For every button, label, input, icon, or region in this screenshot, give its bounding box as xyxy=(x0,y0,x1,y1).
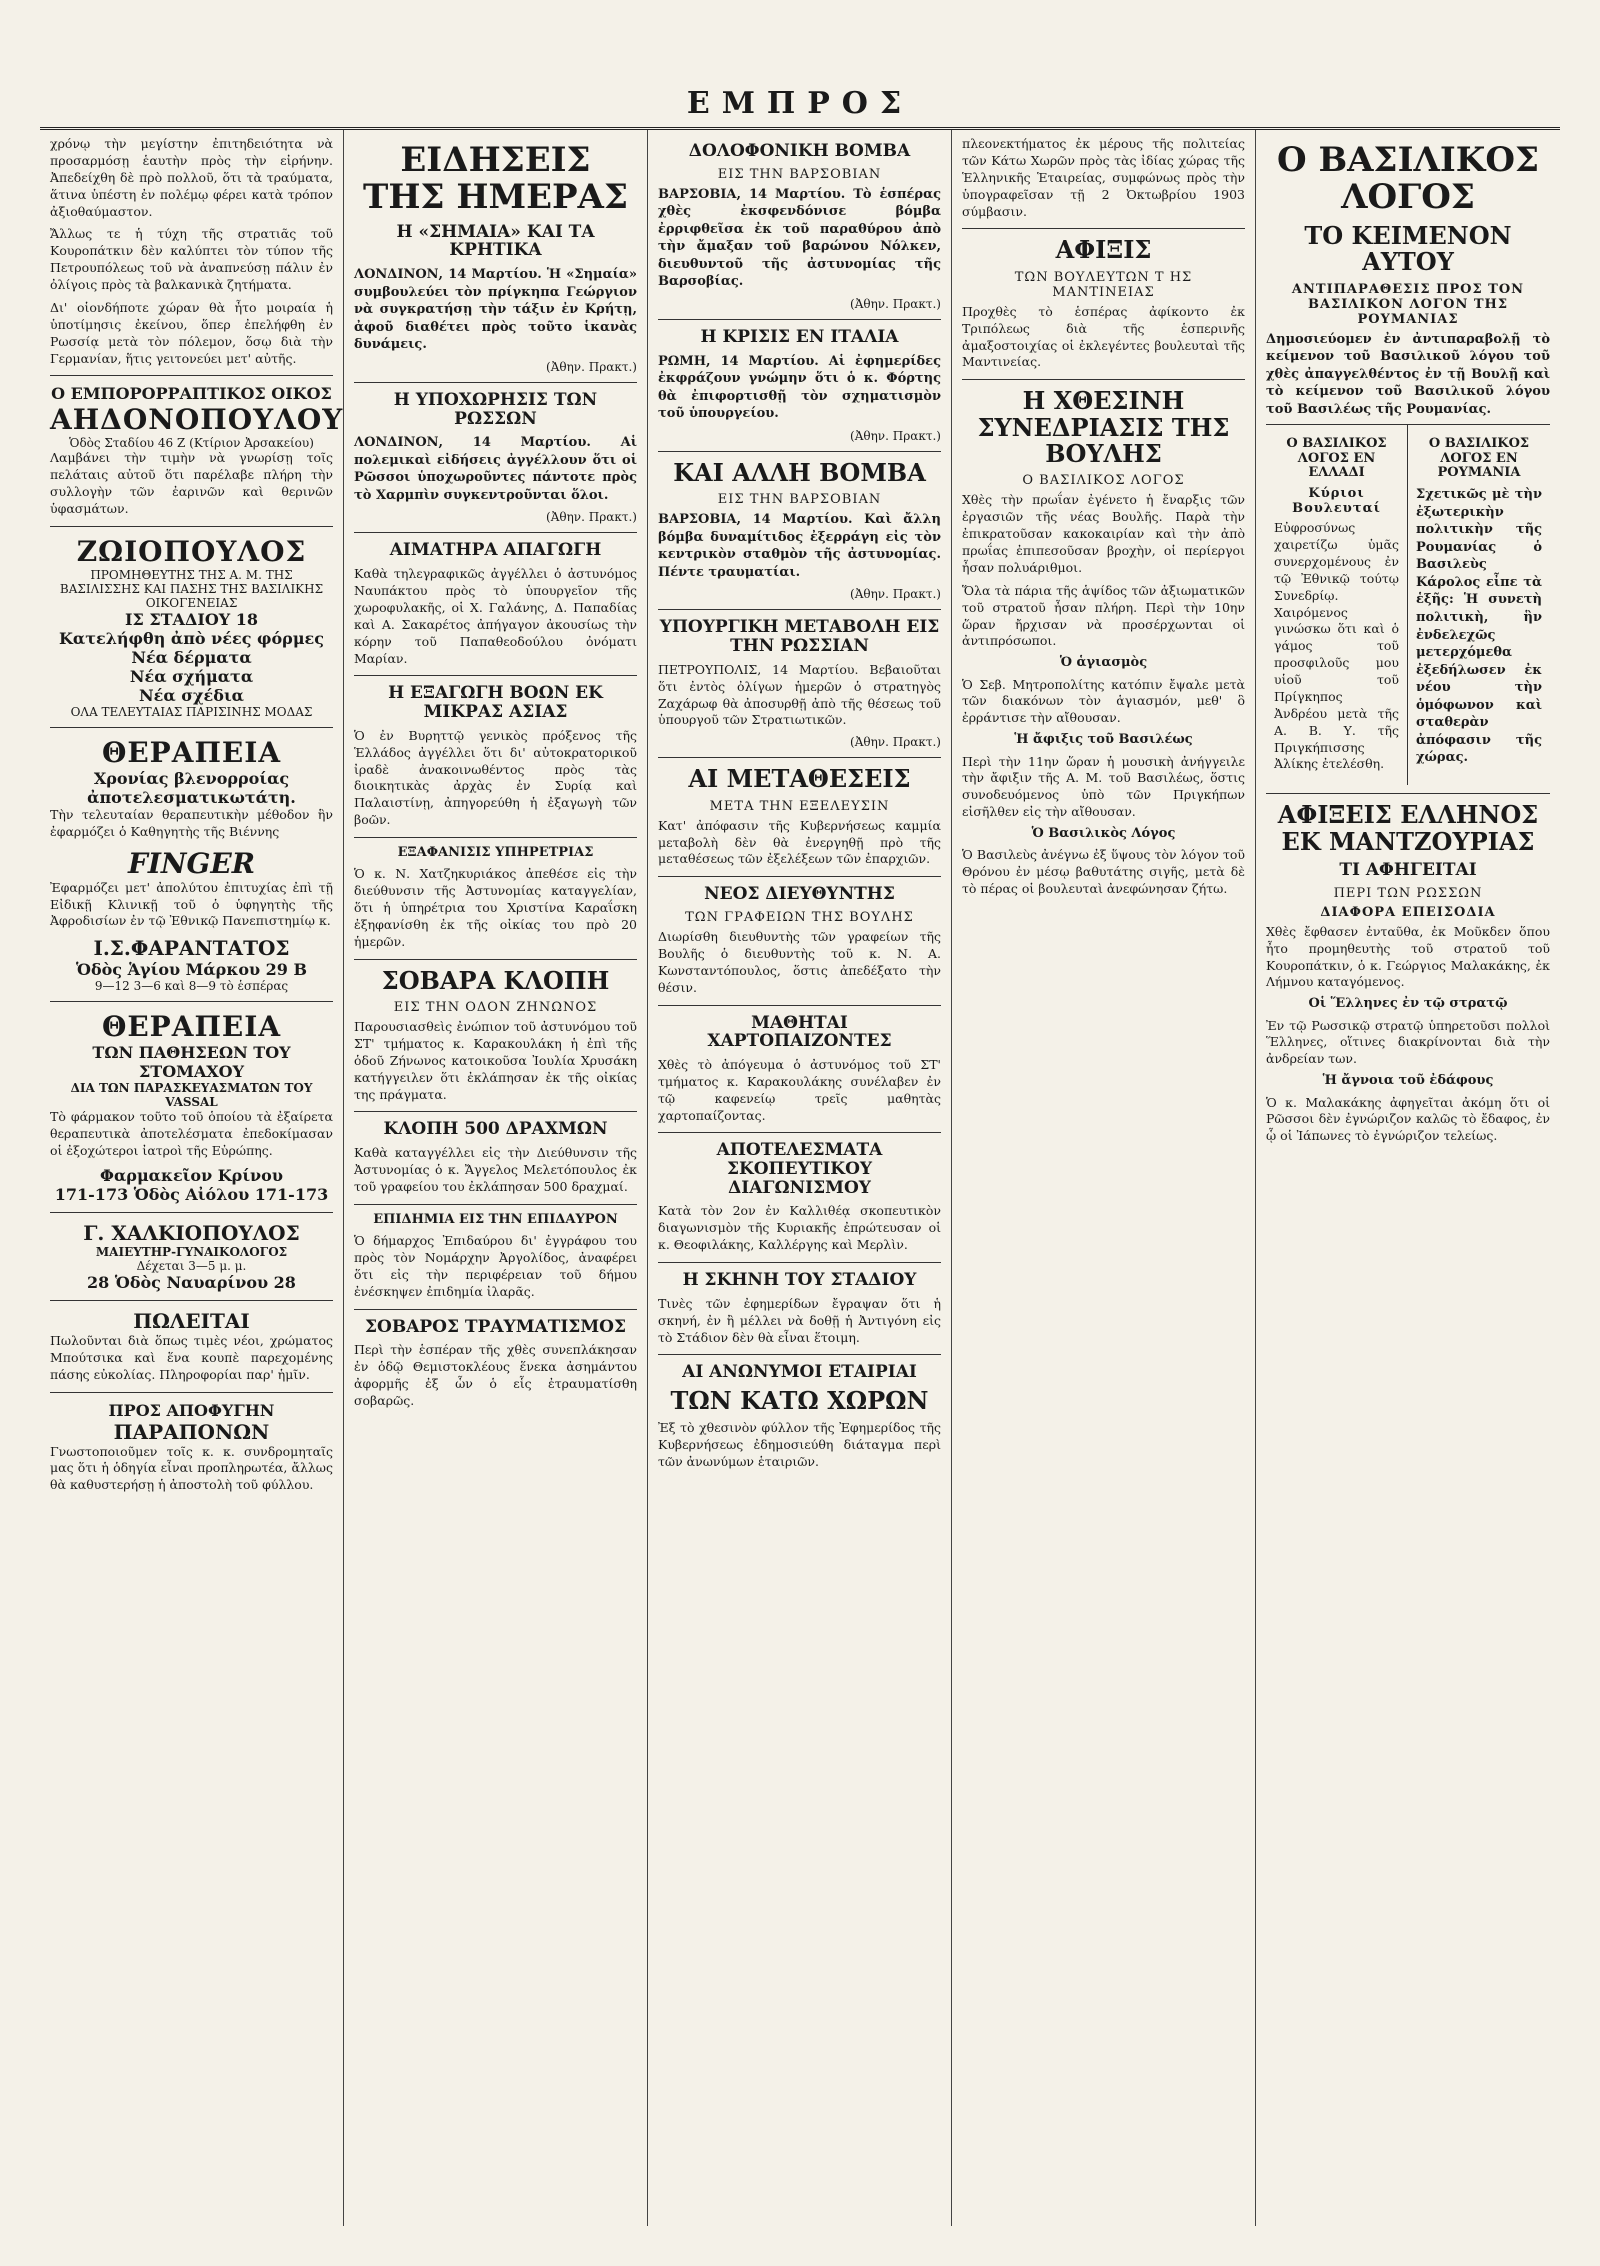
article-text: Περὶ τὴν 11ην ὥραν ἡ μουσικὴ ἀνήγγειλε τὴν ἄφιξιν τῆς Α. Μ. τοῦ Βασιλέως, ὅστις συνοδευόμενος ὑπὸ τῶν Πριγκήπων εἰσῆλθεν εἰς τὴν αἴθουσαν. xyxy=(962,753,1245,820)
article-text: Ἄλλως τε ἡ τύχη τῆς στρατιᾶς τοῦ Κουροπάτκιν δὲν καλύπτει τὸν τύπον τῆς Πετρουπόλεως τοῦ νὰ ἀναπνεύσῃ πάλιν ἐν ὀλίγοις πρὸς τὰ βαλκανικὰ ζητήματα. xyxy=(50,226,333,292)
ad-subtitle: Χρονίας βλενορροίας ἀποτελεσματικωτάτη. xyxy=(87,768,296,807)
article-heading: ΚΑΙ ΑΛΛΗ ΒΟΜΒΑ xyxy=(673,457,926,487)
comparison-heading: Ο ΒΑΣΙΛΙΚΟΣ ΛΟΓΟΣ ΕΝ ΡΟΥΜΑΝΙΑ xyxy=(1428,436,1530,480)
ad-text: Τὴν τελευταίαν θεραπευτικὴν μέθοδον ἣν ἐφαρμόζει ὁ Καθηγητὴς τῆς Βιέννης xyxy=(50,806,333,839)
article-text: χρόνῳ τὴν μεγίστην ἐπιτηδειότητα νὰ προσαρμόσῃ ἑαυτὴν πρὸς τὴν εἰρήνην. Ἀπεδείχθη δὲ πρὸ πολλοῦ, ὅτι τὰ τραύματα, ἅτινα ὑπέστη ἐν πολέμῳ φέρει κατὰ τρόπον ἀξιοθαύμαστον. xyxy=(50,136,333,219)
article-text: Κατ' ἀπόφασιν τῆς Κυβερνήσεως καμμία μεταβολὴ δὲν θὰ ἐνεργηθῇ πρὸ τῆς μεταθέσεως τῶν ἐξελέξεων τῶν ἐπαρχιῶν. xyxy=(658,817,941,867)
ad-subtitle: ΠΡΟΜΗΘΕΥΤΗΣ ΤΗΣ Α. Μ. ΤΗΣ ΒΑΣΙΛΙΣΣΗΣ ΚΑΙ ΠΑΣΗΣ ΤΗΣ ΒΑΣΙΛΙΚΗΣ ΟΙΚΟΓΕΝΕΙΑΣ xyxy=(59,567,324,610)
article-text: Ἐξ τὸ χθεσινὸν φύλλον τῆς Ἐφημερίδος τῆς Κυβερνήσεως ἐδημοσιεύθη διάταγμα περὶ τῶν ἀνωνύμων ἑταιριῶν. xyxy=(658,1420,941,1470)
article-subheading: Ὁ Βασιλικὸς Λόγος xyxy=(1031,826,1176,842)
ad-role: ΜΑΙΕΥΤΗΡ-ΓΥΝΑΙΚΟΛΟΓΟΣ xyxy=(95,1244,288,1259)
article-text: Χθὲς τὴν πρωΐαν ἐγένετο ἡ ἔναρξις τῶν ἐργασιῶν τῆς νέας Βουλῆς. Παρὰ τὴν ἐπικρατοῦσαν κακοκαιρίαν καὶ τὴν ἀπὸ πρωΐας ἐπιπεσοῦσαν βροχὴν, οἱ περίεργοι ἦσαν πολυάριθμοι. xyxy=(962,492,1245,575)
article-text: Χθὲς ἔφθασεν ἐνταῦθα, ἐκ Μοῦκδεν ὅπου ἦτο προμηθευτὴς τοῦ στρατοῦ τοῦ Κουροπάτκιν, ὁ κ. Γεώργιος Μαλακάκης, ἐκ Λήμνου καταγόμενος. xyxy=(1266,923,1550,990)
article-text: Ὁ κ. Ν. Χατζηκυριάκος ἀπεθέσε εἰς τὴν διεύθυνσιν τῆς Ἀστυνομίας καταγγελίαν, ὅτι ἡ ὑπηρέτρια του Χριστίνα Καραΐσκη ἐξηφανίσθη ἐκ τῆς οἰκίας του πρὸ 20 ἡμερῶν. xyxy=(354,866,637,949)
article-heading: ΑΦΙΞΙΣ xyxy=(1055,235,1152,265)
column-5 xyxy=(1256,130,1560,2226)
ad-address: 171-173 Ὁδὸς Αἰόλου 171-173 xyxy=(54,1184,329,1204)
source-note: (Ἀθην. Πρακτ.) xyxy=(850,296,941,311)
masthead xyxy=(40,0,1560,130)
article-text: Προχθὲς τὸ ἑσπέρας ἀφίκοντο ἐκ Τριπόλεως διὰ τῆς ἑσπερινῆς ἀμαξοστοιχίας οἱ ἐκλεγέντες βουλευταὶ τῆς Μαντινείας. xyxy=(962,303,1245,370)
article-heading: ΜΑΘΗΤΑΙ ΧΑΡΤΟΠΑΙΖΟΝΤΕΣ xyxy=(707,1012,892,1052)
ad-brand: FINGER xyxy=(127,846,256,880)
article-heading: ΝΕΟΣ ΔΙΕΥΘΥΝΤΗΣ xyxy=(704,884,895,905)
article-text: Ἐν τῷ Ρωσσικῷ στρατῷ ὑπηρετοῦσι πολλοὶ Ἕλληνες, οἵτινες διακρίνονται διὰ τὴν ἀνδρείαν των. xyxy=(1266,1017,1550,1067)
notice-name: ΠΑΡΑΠΟΝΩΝ xyxy=(113,1419,270,1444)
columns xyxy=(40,130,1560,2226)
ad-hours: Δέχεται 3—5 μ. μ. xyxy=(136,1258,247,1273)
article-heading: ΣΟΒΑΡΑ ΚΛΟΠΗ xyxy=(381,965,610,995)
ad-subtitle: ΤΩΝ ΠΑΘΗΣΕΩΝ ΤΟΥ ΣΤΟΜΑΧΟΥ xyxy=(92,1043,291,1082)
article-text: Τινὲς τῶν ἐφημερίδων ἔγραψαν ὅτι ἡ σκηνή, ἐν ἢ μέλλει νὰ δοθῇ ἡ Ἀντιγόνη εἰς τὸ Στάδιον δὲν θὰ εἶναι ἕτοιμη. xyxy=(658,1295,941,1345)
article-text: ΠΕΤΡΟΥΠΟΛΙΣ, 14 Μαρτίου. Βεβαιοῦται ὅτι ἐντὸς ὀλίγων ἡμερῶν ὁ στρατηγὸς Ζαχάρωφ θὰ ἀποσυρθῇ ἀπὸ τῆς θέσεως τοῦ ὑπουργοῦ τῶν Στρατιωτικῶν. xyxy=(658,661,941,728)
article-subheading: ΤΩΝ ΒΟΥΛΕΥΤΩΝ Τ ΗΣ ΜΑΝΤΙΝΕΙΑΣ xyxy=(1014,269,1193,300)
article-subheading: ΕΙΣ ΤΗΝ ΒΑΡΣΟΒΙΑΝ xyxy=(717,166,882,182)
notice-title: ΠΡΟΣ ΑΠΟΦΥΓΗΝ xyxy=(108,1400,275,1420)
article-heading: ΑΠΟΤΕΛΕΣΜΑΤΑ ΣΚΟΠΕΥΤΙΚΟΥ ΔΙΑΓΩΝΙΣΜΟΥ xyxy=(716,1140,883,1198)
article-heading: ΑΙ ΑΝΩΝΥΜΟΙ ΕΤΑΙΡΙΑΙ xyxy=(682,1362,917,1383)
article-lead: ΡΩΜΗ, 14 Μαρτίου. Αἱ ἐφημερίδες ἐκφράζουν γνώμην ὅτι ὁ κ. Φόρτης θὰ ἐπιφορτισθῇ τὸν σχηματισμὸν τοῦ ὑπουργείου. xyxy=(658,353,941,422)
article-subheading: Ἡ ἄγνοια τοῦ ἐδάφους xyxy=(1322,1073,1494,1089)
ad-name: ΖΩΙΟΠΟΥΛΟΣ xyxy=(76,534,307,568)
article-subheading: Ἡ ἄφιξις τοῦ Βασιλέως xyxy=(1014,732,1193,748)
comparison-columns xyxy=(1266,424,1550,785)
article-heading: Η «ΣΗΜΑΙΑ» ΚΑΙ ΤΑ ΚΡΗΤΙΚΑ xyxy=(396,221,595,261)
notice-complaints xyxy=(50,1401,333,1495)
article-text: Χθὲς τὸ ἀπόγευμα ὁ ἀστυνόμος τοῦ ΣΤ' τμήματος κ. Καρακουλάκης συνέλαβεν ἐν τῷ καφενείῳ τρεῖς μαθητὰς χαρτοπαίζοντας. xyxy=(658,1056,941,1123)
article-heading: Η ΣΚΗΝΗ ΤΟΥ ΣΤΑΔΙΟΥ xyxy=(682,1270,917,1291)
masthead-title: ΕΜΠΡΟΣ xyxy=(686,86,914,121)
article-subheading: ΤΙ ΑΦΗΓΕΙΤΑΙ xyxy=(1339,860,1477,881)
column-1 xyxy=(40,130,344,2226)
article-lead: ΛΟΝΔΙΝΟΝ, 14 Μαρτίου. Ἡ «Σημαία» συμβουλεύει τὸν πρίγκηπα Γεώργιον νὰ συγκρατήσῃ τὴν τάξιν ἐν Κρήτῃ, ἀφοῦ διαθέτει πρὸς τοῦτο ἱκανὰς δυνάμεις. xyxy=(354,267,637,353)
ad-line: Νέα σχέδια xyxy=(138,685,244,705)
advertisement-therapeia xyxy=(50,736,333,993)
comparison-subheading: Κύριοι Βουλευταί xyxy=(1292,486,1381,517)
ad-text: Ἐφαρμόζει μετ' ἀπολύτου ἐπιτυχίας ἐπὶ τῇ Εἰδικῇ Κλινικῇ τοῦ ὁ ὑφηγητὴς τῆς Ἀφροδισίων ἐν τῷ Ἐθνικῷ Πανεπιστημίῳ κ. xyxy=(50,879,333,929)
article-subheading: Οἱ Ἕλληνες ἐν τῷ στρατῷ xyxy=(1308,996,1508,1012)
column-3 xyxy=(648,130,952,2226)
article-lead: Δημοσιεύομεν ἐν ἀντιπαραβολῇ τὸ κείμενον τοῦ Βασιλικοῦ λόγου τοῦ χθὲς ἀπαγγελθέντος ἐν τῇ Βουλῇ καὶ τὸ κείμενον τοῦ Βασιλικοῦ λόγου τοῦ Βασιλέως τῆς Ρουμανίας. xyxy=(1266,331,1550,417)
advertisement-zoiopoulos xyxy=(50,535,333,719)
article-heading: ΕΠΙΔΗΜΙΑ ΕΙΣ ΤΗΝ ΕΠΙΔΑΥΡΟΝ xyxy=(373,1211,618,1227)
ad-text: Λαμβάνει τὴν τιμὴν νὰ γνωρίσῃ τοῖς πελάταις αὐτοῦ ὅτι παρέλαβε πλήρη τὴν συλλογὴν τῶν ἐαρινῶν καὶ θερινῶν ὑφασμάτων. xyxy=(50,450,333,516)
article-text: πλεονεκτήματος ἐκ μέρους τῆς πολιτείας τῶν Κάτω Χωρῶν πρὸς τὰς ἰδίας χώρας τῆς Ἑλληνικῆς Ἑταιρείας, συμφώνως πρὸς τὴν ὑπογραφεῖσαν τῇ 2 Ὀκτωβρίου 1903 σύμβασιν. xyxy=(962,136,1245,219)
source-note: (Ἀθην. Πρακτ.) xyxy=(546,510,637,525)
article-subheading: Ὁ ἁγιασμὸς xyxy=(1059,655,1148,671)
column-4 xyxy=(952,130,1256,2226)
source-note: (Ἀθην. Πρακτ.) xyxy=(546,359,637,374)
article-text: Ὁ Σεβ. Μητροπολίτης κατόπιν ἔψαλε μετὰ τῶν διακόνων τὸν ἁγιασμόν, μεθ' ὃ ἐρράντισε τὴν αἴθουσαν. xyxy=(962,676,1245,726)
column-2 xyxy=(344,130,648,2226)
advertisement-stomach xyxy=(50,1010,333,1204)
ad-title: ΘΕΡΑΠΕΙΑ xyxy=(101,735,282,769)
article-heading: Η ΚΡΙΣΙΣ ΕΝ ΙΤΑΛΙΑ xyxy=(700,326,899,347)
article-subheading: ΤΩΝ ΚΑΤΩ ΧΩΡΩΝ xyxy=(670,1386,929,1416)
article-heading: ΚΛΟΠΗ 500 ΔΡΑΧΜΩΝ xyxy=(383,1119,608,1140)
ad-name: Γ. ΧΑΛΚΙΟΠΟΥΛΟΣ xyxy=(83,1220,300,1245)
ad-footer: ΟΛΑ ΤΕΛΕΥΤΑΙΑΣ ΠΑΡΙΣΙΝΗΣ ΜΟΔΑΣ xyxy=(70,704,313,719)
section-title: ΕΙΔΗΣΕΙΣ ΤΗΣ ΗΜΕΡΑΣ xyxy=(363,140,628,218)
article-lead: ΒΑΡΣΟΒΙΑ, 14 Μαρτίου. Τὸ ἑσπέρας χθὲς ἐκσφενδόνισε βόμβα ἐρριφθεῖσα ἐκ τοῦ παραθύρου ἀπὸ τὴν ἄμαξαν τοῦ βαρώνου Νόλκεν, διευθυντοῦ τῆς ἀστυνομίας τῆς Βαρσοβίας. xyxy=(658,186,941,290)
article-text: Ὁ κ. Μαλακάκης ἀφηγεῖται ἀκόμη ὅτι οἱ Ρῶσσοι δὲν ἐγνώριζον καλῶς τὸ ἔδαφος, ἐν ᾧ οἱ Ἰάπωνες τὸ ἐγνώριζον τελείως. xyxy=(1266,1094,1550,1144)
notice-text: Γνωστοποιοῦμεν τοῖς κ. κ. συνδρομηταῖς μας ὅτι ἡ ὁδηγία εἶναι προπληρωτέα, ἄλλως θὰ καθυστερήσῃ ἡ ἀποστολὴ τοῦ φύλλου. xyxy=(50,1443,333,1493)
ad-address: Ὁδὸς Ἁγίου Μάρκου 29 Β xyxy=(75,960,308,980)
ad-address: 28 Ὁδὸς Ναυαρίνου 28 xyxy=(87,1272,296,1292)
comparison-greece xyxy=(1266,425,1408,785)
ad-subtitle: ΔΙΑ ΤΩΝ ΠΑΡΑΣΚΕΥΑΣΜΑΤΩΝ ΤΟΥ VASSAL xyxy=(70,1081,313,1110)
article-text: Καθὰ τηλεγραφικῶς ἀγγέλλει ὁ ἀστυνόμος Ναυπάκτου πρὸς τὸ ὑπουργεῖον τῆς χωροφυλακῆς, οἱ Χ. Γαλάνης, Δ. Παπαδίας καὶ Α. Σακαρέτος ἀπήγαγον ἀκουσίως τὴν κόρην τοῦ Παπαθεοδούλου ὀνόματι Μαρίαν. xyxy=(354,566,637,666)
article-text: Δι' οἱονδήποτε χώραν θὰ ἦτο μοιραία ἡ ὑποτίμησις ἐκείνου, ὅπερ ἐπελήφθη ἐν Ρωσσίᾳ μετὰ τὸν πόλεμον, ὅσῳ διὰ τὴν Γερμανίαν, ἥτις γειτονεύει μετ' αὐτῆς. xyxy=(50,299,333,366)
ad-text: Τὸ φάρμακον τοῦτο τοῦ ὁποίου τὰ ἐξαίρετα θεραπευτικὰ ἀποτελέσματα ἐπεδοκίμασαν οἱ ἐξοχώτεροι ἰατροὶ τῆς Εὐρώπης. xyxy=(50,1109,333,1158)
article-subheading: ΤΩΝ ΓΡΑΦΕΙΩΝ ΤΗΣ ΒΟΥΛΗΣ xyxy=(685,910,914,925)
article-subheading: ΠΕΡΙ ΤΩΝ ΡΩΣΣΩΝ xyxy=(1333,885,1483,901)
article-heading: ΥΠΟΥΡΓΙΚΗ ΜΕΤΑΒΟΛΗ ΕΙΣ ΤΗΝ ΡΩΣΣΙΑΝ xyxy=(659,617,940,657)
source-note: (Ἀθην. Πρακτ.) xyxy=(850,428,941,443)
article-subheading: ΑΝΤΙΠΑΡΑΘΕΣΙΣ ΠΡΟΣ ΤΟΝ ΒΑΣΙΛΙΚΟΝ ΛΟΓΟΝ ΤΗΣ ΡΟΥΜΑΝΙΑΣ xyxy=(1291,281,1525,327)
source-note: (Ἀθην. Πρακτ.) xyxy=(850,587,941,602)
article-lead: ΒΑΡΣΟΒΙΑ, 14 Μαρτίου. Καὶ ἄλλη βόμβα δυναμίτιδος ἐξερράγη εἰς τὸν κεντρικὸν σταθμὸν τῆς ἀστυνομίας. Πέντε τραυματίαι. xyxy=(658,512,941,580)
advertisement-poleitai xyxy=(50,1309,333,1384)
article-subheading: ΕΙΣ ΤΗΝ ΟΔΟΝ ΖΗΝΩΝΟΣ xyxy=(393,1000,598,1016)
ad-hours: 9—12 3—6 καὶ 8—9 τὸ ἑσπέρας xyxy=(94,979,289,994)
article-lead: ΛΟΝΔΙΝΟΝ, 14 Μαρτίου. Αἱ πολεμικαὶ εἰδήσεις ἀγγέλλουν ὅτι οἱ Ρῶσσοι ὑποχωροῦντες πάντοτε πρὸς τὸ Χαρμπὶν συγκεντροῦνται ὅλοι. xyxy=(354,435,637,503)
ad-address: ΙΣ ΣΤΑΔΙΟΥ 18 xyxy=(124,609,259,629)
article-text: Κατὰ τὸν 2ον ἐν Καλλιθέᾳ σκοπευτικὸν διαγωνισμὸν τῆς Κυριακῆς ἐπρώτευσαν οἱ κ. Θεοφιλάκης, Καλλέργης καὶ Μερλὶν. xyxy=(658,1203,941,1253)
article-text: Διωρίσθη διευθυντὴς τῶν γραφείων τῆς Βουλῆς ὁ διευθυντὴς τοῦ κ. Ν. Α. Κωνσταντόπουλος, ὅστις ἀπεδέξατο τὴν θέσιν. xyxy=(658,929,941,995)
article-heading: Η ΥΠΟΧΩΡΗΣΙΣ ΤΩΝ ΡΩΣΣΩΝ xyxy=(393,389,598,429)
article-heading: ΑΙ ΜΕΤΑΘΕΣΕΙΣ xyxy=(688,764,911,794)
article-text: Παρουσιασθεὶς ἐνώπιον τοῦ ἀστυνόμου τοῦ ΣΤ' τμήματος κ. Καρακουλάκη ἡ ἐπὶ τῆς ὁδοῦ Ζήνωνος κατοικοῦσα Ἰουλία Χρυσάκη κατήγγειλεν ὅτι ἐκλάπησαν ἐκ τῆς οἰκίας της πράγματα. xyxy=(354,1019,637,1102)
ad-name: ΑΗΔΟΝΟΠΟΥΛΟΥ xyxy=(50,403,344,437)
article-heading: Η ΧΘΕΣΙΝΗ ΣΥΝΕΔΡΙΑΣΙΣ ΤΗΣ ΒΟΥΛΗΣ xyxy=(977,386,1230,469)
ad-text: Πωλοῦνται διὰ ὅπως τιμὲς νέοι, χρώματος Μπούτσικα καὶ ἕνα κουπὲ παρεχομένης πάσης εὐκολίας. Πληροφορίαι παρ' ἡμῖν. xyxy=(50,1332,333,1382)
comparison-romania xyxy=(1408,425,1550,785)
ad-line: Νέα δέρματα xyxy=(131,647,252,667)
ad-title: Ο ΕΜΠΟΡΟΡΡΑΠΤΙΚΟΣ ΟΙΚΟΣ xyxy=(51,384,332,404)
source-note: (Ἀθην. Πρακτ.) xyxy=(850,735,941,750)
ad-name: ΠΩΛΕΙΤΑΙ xyxy=(133,1308,250,1333)
article-heading: ΔΟΛΟΦΟΝΙΚΗ ΒΟΜΒΑ xyxy=(688,141,911,161)
ad-line: Κατελήφθη ἀπὸ νέες φόρμες xyxy=(58,628,324,648)
article-text: Ὅλα τὰ πάρια τῆς ἁψίδος τῶν ἀξιωματικῶν τοῦ στρατοῦ ἦσαν πλήρη. Περὶ τὴν 10ην ὥραν ἤρχισαν νὰ προσέρχωνται οἱ ἀντιπρόσωποι. xyxy=(962,582,1245,649)
ad-name: Ι.Σ.ΦΑΡΑΝΤΑΤΟΣ xyxy=(93,936,290,961)
advertisement-aidonopoulou xyxy=(50,384,344,518)
article-text: Περὶ τὴν ἑσπέραν τῆς χθὲς συνεπλάκησαν ἐν ὁδῷ Θεμιστοκλέους ἕνεκα ἀσημάντου ἀφορμῆς ἐξ ὧν ὁ εἷς ἐτραυματίσθη σοβαρῶς. xyxy=(354,1342,637,1408)
article-heading: ΑΙΜΑΤΗΡΑ ΑΠΑΓΩΓΗ xyxy=(389,540,602,561)
article-text: Εὐφροσύνως χαιρετίζω ὑμᾶς συνερχομένους ἐν τῷ Ἐθνικῷ τούτῳ Συνεδρίῳ. Χαιρόμενος γινώσκω ὅτι καὶ ὁ γάμος τοῦ προσφιλοῦς μου υἱοῦ τοῦ Πρίγκηπος Ἀνδρέου μετὰ τῆς Α. Β. Υ. τῆς Πριγκήπισσης Ἀλίκης ἐτελέσθη. xyxy=(1274,520,1399,772)
article-subheading: ΕΙΣ ΤΗΝ ΒΑΡΣΟΒΙΑΝ xyxy=(717,492,882,508)
section-title: Ο ΒΑΣΙΛΙΚΟΣ ΛΟΓΟΣ xyxy=(1276,140,1539,218)
article-text: Ὁ Βασιλεὺς ἀνέγνω ἐξ ὕψους τὸν λόγον τοῦ Θρόνου ἐν μέσῳ βαθυτάτης σιγῆς, μετὰ δὲ τὸ πέρας οἱ βουλευταὶ ἀνεφώνησαν ζήτω. xyxy=(962,847,1245,897)
ad-title: ΘΕΡΑΠΕΙΑ xyxy=(101,1010,282,1044)
article-heading: Η ΕΞΑΓΩΓΗ ΒΟΩΝ ΕΚ ΜΙΚΡΑΣ ΑΣΙΑΣ xyxy=(388,683,603,723)
comparison-heading: Ο ΒΑΣΙΛΙΚΟΣ ΛΟΓΟΣ ΕΝ ΕΛΛΑΔΙ xyxy=(1286,436,1387,480)
advertisement-chalkiopoulos xyxy=(50,1221,333,1292)
ad-pharmacy: Φαρμακεῖον Κρίνου xyxy=(100,1165,283,1185)
article-heading: ΑΦΙΞΕΙΣ ΕΛΛΗΝΟΣ ΕΚ ΜΑΝΤΖΟΥΡΙΑΣ xyxy=(1277,800,1539,856)
article-text: Σχετικῶς μὲ τὴν ἐξωτερικὴν πολιτικὴν τῆς Ρουμανίας ὁ Βασιλεὺς Κάρολος εἶπε τὰ ἑξῆς: Ἡ συνετὴ πολιτικὴ, ἣν ἐνδελεχῶς μετερχόμεθα ἐξεδήλωσεν ἐκ νέου τὴν ὁμόφωνον καὶ σταθερὰν ἀπόφασιν τῆς χώρας. xyxy=(1416,487,1542,766)
article-text: Καθὰ καταγγέλλει εἰς τὴν Διεύθυνσιν τῆς Ἀστυνομίας ὁ κ. Ἄγγελος Μελετόπουλος ἐκ τοῦ γραφείου του ἐκλάπησαν 500 δραχμαί. xyxy=(354,1145,637,1194)
ad-address: Ὁδὸς Σταδίου 46 Ζ (Κτίριον Ἀρσακείου) xyxy=(69,436,314,451)
article-subheading: ΜΕΤΑ ΤΗΝ ΕΞΕΛΕΥΣΙΝ xyxy=(709,798,890,814)
article-subheading: Ο ΒΑΣΙΛΙΚΟΣ ΛΟΓΟΣ xyxy=(1022,473,1185,489)
article-heading: ΣΟΒΑΡΟΣ ΤΡΑΥΜΑΤΙΣΜΟΣ xyxy=(365,1316,626,1337)
article-text: Ὁ ἐν Βυρηττῷ γενικὸς πρόξενος τῆς Ἑλλάδος ἀγγέλλει ὅτι δι' αὐτοκρατορικοῦ ἰραδὲ ἀνακοινωθέντος πρὸς τὰς διοικητικὰς ἀρχὰς ἐν Συρίᾳ καὶ Παλαιστίνῃ, ἀπηγορεύθη ἡ ἐξαγωγὴ τῶν βοῶν. xyxy=(354,727,637,828)
article-heading: ΤΟ ΚΕΙΜΕΝΟΝ ΑΥΤΟΥ xyxy=(1304,220,1512,277)
ad-line: Νέα σχήματα xyxy=(129,666,254,686)
article-text: Ὁ δήμαρχος Ἐπιδαύρου δι' ἐγγράφου του πρὸς τὸν Νομάρχην Ἀργολίδος, ἀναφέρει ὅτι εἰς τὴν περιφέρειαν τοῦ δήμου ἐνέσκηψεν ἐπιδημία ἰλαρᾶς. xyxy=(354,1233,637,1299)
article-heading: ΕΞΑΦΑΝΙΣΙΣ ΥΠΗΡΕΤΡΙΑΣ xyxy=(397,845,594,861)
article-subheading: ΔΙΑΦΟΡΑ ΕΠΕΙΣΟΔΙΑ xyxy=(1320,904,1496,920)
